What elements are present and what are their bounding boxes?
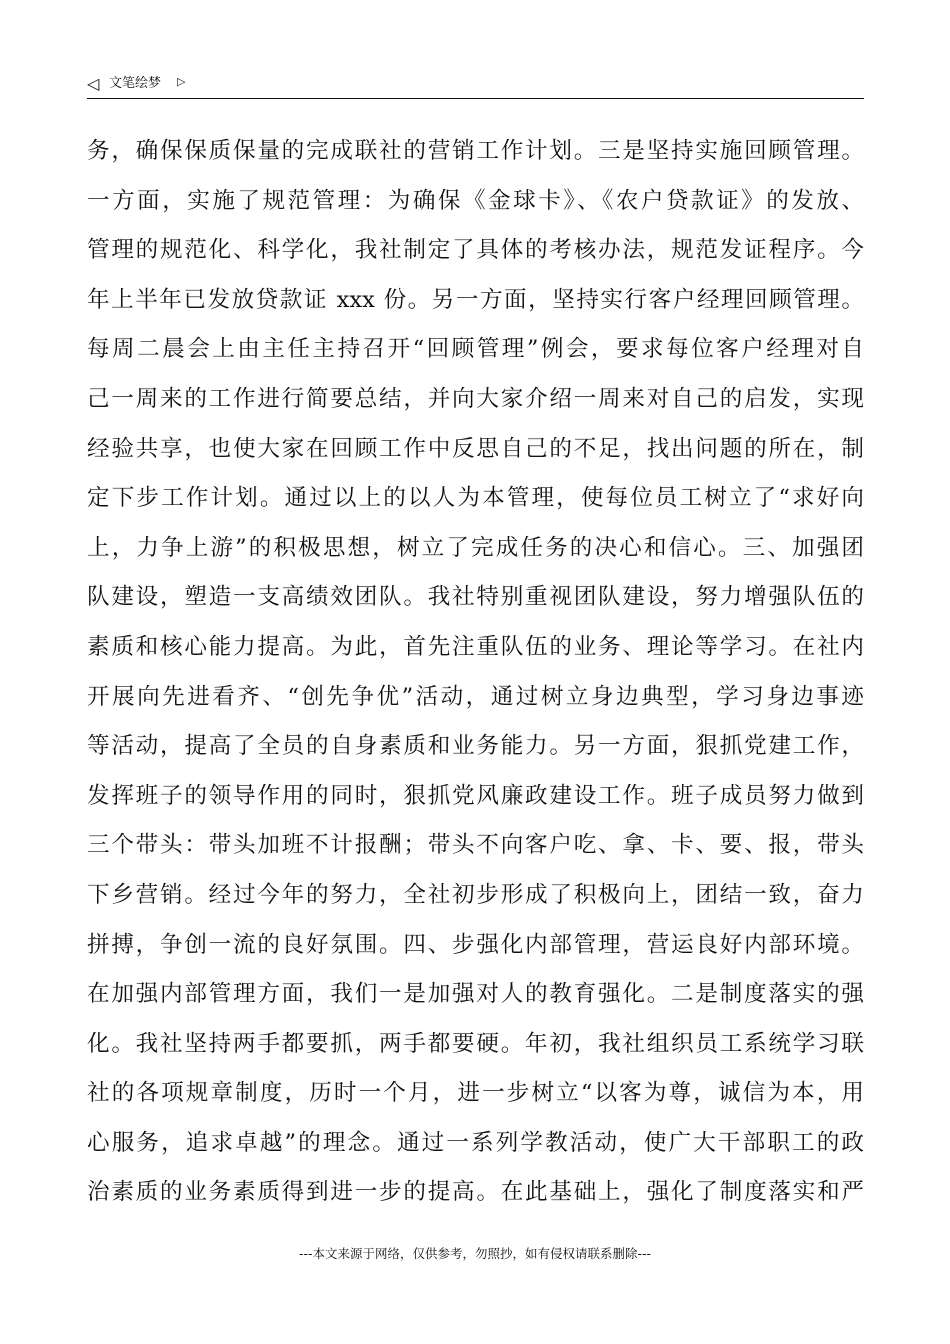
body-line: 素质和核心能力提高。为此，首先注重队伍的业务、理论等学习。在社内: [87, 633, 864, 660]
body-line: 开展向先进看齐、“创先争优”活动，通过树立身边典型，学习身边事迹: [87, 683, 864, 710]
page-header: [87, 74, 864, 99]
triangle-left-icon: ◁: [87, 74, 100, 93]
body-line: 三个带头：带头加班不计报酬；带头不向客户吃、拿、卡、要、报，带头: [87, 832, 864, 859]
document-body: [87, 127, 864, 1218]
body-line: 定下步工作计划。通过以上的以人为本管理，使每位员工树立了“求好向: [87, 485, 864, 512]
footer-notice: ---本文来源于网络，仅供参考，勿照抄，如有侵权请联系删除---: [298, 1246, 652, 1261]
body-line: 治素质的业务素质得到进一步的提高。在此基础上，强化了制度落实和严: [87, 1179, 864, 1206]
triangle-right-icon: ▷: [177, 75, 186, 88]
body-line: 上，力争上游”的积极思想，树立了完成任务的决心和信心。三、加强团: [87, 534, 864, 561]
body-line: 拼搏，争创一流的良好氛围。四、步强化内部管理，营运良好内部环境。: [87, 931, 864, 958]
header-brand: 文笔绘梦: [109, 76, 162, 91]
body-line: 心服务，追求卓越”的理念。通过一系列学教活动，使广大干部职工的政: [87, 1129, 864, 1156]
body-line: 下乡营销。经过今年的努力，全社初步形成了积极向上，团结一致，奋力: [87, 881, 864, 908]
body-line: 年上半年已发放贷款证 xxx 份。另一方面，坚持实行客户经理回顾管理。: [87, 286, 864, 313]
body-line: 务，确保保质保量的完成联社的营销工作计划。三是坚持实施回顾管理。: [87, 138, 864, 164]
body-line: 社的各项规章制度，历时一个月，进一步树立“以客为尊，诚信为本，用: [87, 1080, 864, 1107]
body-line: 每周二晨会上由主任主持召开“回顾管理”例会，要求每位客户经理对自: [87, 336, 864, 363]
body-line: 等活动，提高了全员的自身素质和业务能力。另一方面，狠抓党建工作，: [87, 733, 864, 760]
body-line: 队建设，塑造一支高绩效团队。我社特别重视团队建设，努力增强队伍的: [87, 584, 864, 611]
body-line: 化。我社坚持两手都要抓，两手都要硬。年初，我社组织员工系统学习联: [87, 1030, 864, 1057]
body-line: 发挥班子的领导作用的同时，狠抓党风廉政建设工作。班子成员努力做到: [87, 782, 864, 809]
body-line: 管理的规范化、科学化，我社制定了具体的考核办法，规范发证程序。今: [87, 237, 864, 264]
body-line: 经验共享，也使大家在回顾工作中反思自己的不足，找出问题的所在，制: [87, 435, 864, 462]
body-line: 在加强内部管理方面，我们一是加强对人的教育强化。二是制度落实的强: [87, 981, 864, 1008]
body-line: 己一周来的工作进行简要总结，并向大家介绍一周来对自己的启发，实现: [87, 385, 864, 412]
body-line: 一方面，实施了规范管理：为确保《金球卡》、《农户贷款证》的发放、: [87, 187, 864, 214]
